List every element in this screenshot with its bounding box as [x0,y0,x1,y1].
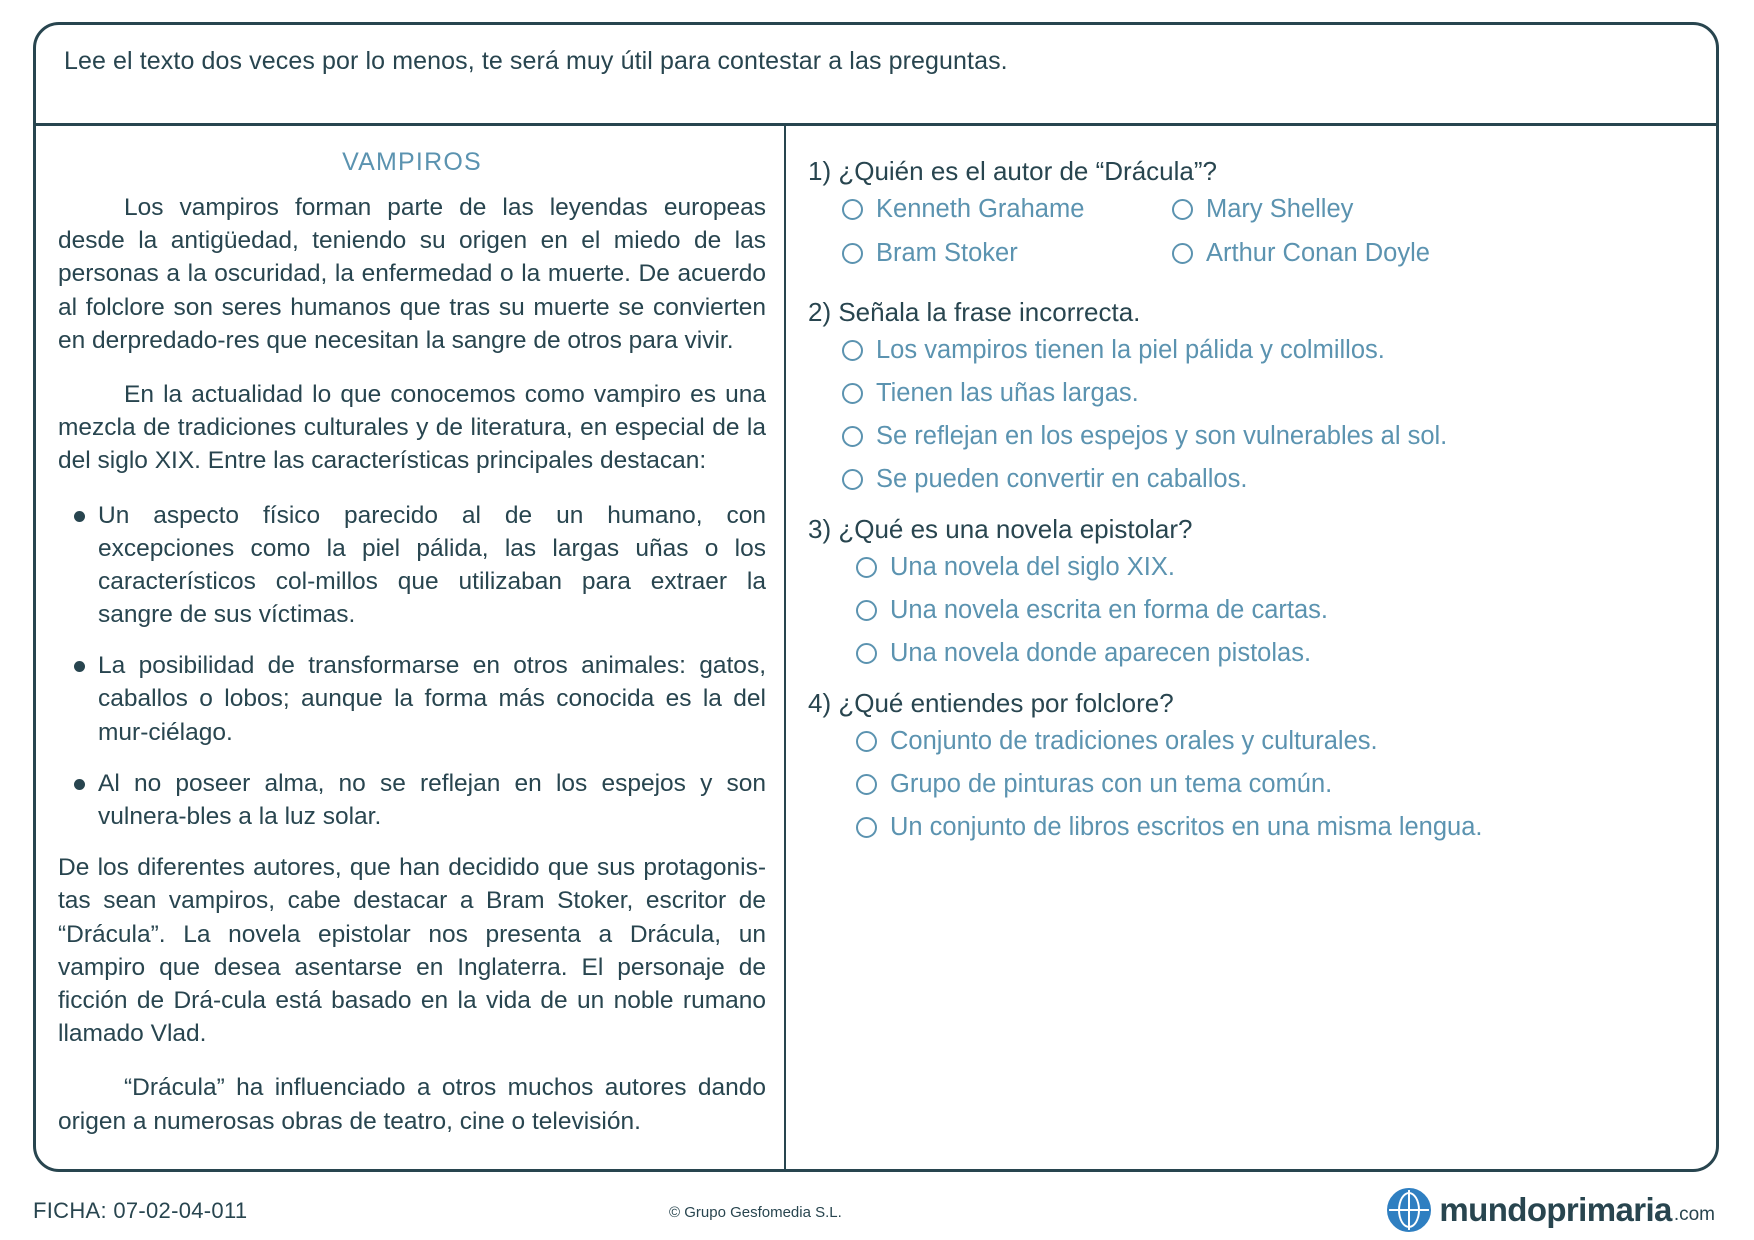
option-row[interactable] [842,379,1696,408]
option-label: Mary Shelley [1206,195,1354,223]
option-label: Una novela del siglo XIX. [890,553,1175,581]
option-label: Bram Stoker [876,239,1018,267]
list-item: Un aspecto físico parecido al de un humano, con excepciones como la piel pálida, las largas uñas o los característicos col-millos que utilizaban para extraer la sangre de sus víctimas. [58,499,766,632]
questions-column [786,126,1716,1169]
option-label: Un conjunto de libros escritos en una misma lengua. [890,813,1483,841]
radio-button-icon[interactable] [856,817,877,838]
radio-button-icon[interactable] [842,199,863,220]
reading-paragraph: En la actualidad lo que conocemos como vampiro es una mezcla de tradiciones culturales y de literatura, en especial de la del siglo XIX. Entre las características principales destacan: [58,380,766,475]
radio-button-icon[interactable] [856,774,877,795]
radio-button-icon[interactable] [842,383,863,404]
option-label: Una novela escrita en forma de cartas. [890,596,1328,624]
brand-logo [1387,1188,1715,1232]
question-3 [808,514,1696,668]
option-row[interactable] [1172,239,1696,268]
question-text: 3) ¿Qué es una novela epistolar? [808,514,1193,544]
page-footer [33,1186,1719,1240]
option-label: Se pueden convertir en caballos. [876,465,1248,493]
question-text: 4) ¿Qué entiendes por folclore? [808,688,1174,718]
option-row[interactable] [842,336,1696,365]
option-label: Los vampiros tienen la piel pálida y colmillos. [876,336,1385,364]
question-4 [808,688,1696,842]
reading-paragraph: Los vampiros forman parte de las leyendas europeas desde la antigüedad, teniendo su origen en el miedo de las personas a la oscuridad, la enfermedad o la muerte. De acuerdo al folclore son seres humanos que tras su muerte se convierten en derpredado-res que necesitan la sangre de otros para vivir. [58,194,766,354]
option-row[interactable] [1172,195,1696,224]
instruction-bar [36,25,1716,126]
instruction-text: Lee el texto dos veces por lo menos, te será muy útil para contestar a las preguntas. [64,47,1008,75]
option-row[interactable] [856,596,1696,625]
radio-button-icon[interactable] [1172,199,1193,220]
brand-name: mundoprimaria [1439,1191,1672,1228]
list-item: Al no poseer alma, no se reflejan en los espejos y son vulnera-bles a la luz solar. [58,767,766,833]
option-label: Arthur Conan Doyle [1206,239,1430,267]
option-row[interactable] [856,639,1696,668]
question-1-options [808,195,1696,283]
option-label: Kenneth Grahame [876,195,1085,223]
globe-meridian-icon [1398,1192,1420,1228]
question-text: 2) Señala la frase incorrecta. [808,297,1141,327]
copyright-text: © Grupo Gesfomedia S.L. [669,1204,842,1221]
option-label: Conjunto de tradiciones orales y culturales. [890,727,1378,755]
radio-button-icon[interactable] [842,243,863,264]
worksheet-sheet [33,22,1719,1172]
brand-tld: .com [1673,1204,1715,1225]
option-label: Se reflejan en los espejos y son vulnerables al sol. [876,422,1448,450]
reading-paragraph: De los diferentes autores, que han decidido que sus protagonis-tas sean vampiros, cabe destacar a Bram Stoker, escritor de “Drácula”. La novela epistolar nos presenta a Drácula, un vampiro que desea asentarse en Inglaterra. El personaje de ficción de Drá-cula está basado en la vida de un noble rumano llamado Vlad. [58,854,766,1048]
reading-bullet-list [58,499,766,834]
question-3-options [808,553,1696,668]
option-row[interactable] [842,465,1696,494]
globe-icon [1387,1188,1431,1232]
ficha-code: FICHA: 07-02-04-011 [33,1198,248,1223]
radio-button-icon[interactable] [1172,243,1193,264]
question-2-options [808,336,1696,494]
radio-button-icon[interactable] [842,469,863,490]
radio-button-icon[interactable] [856,600,877,621]
reading-title: VAMPIROS [342,148,482,176]
option-label: Una novela donde aparecen pistolas. [890,639,1312,667]
option-row[interactable] [856,727,1696,756]
question-text: 1) ¿Quién es el autor de “Drácula”? [808,156,1217,186]
question-1 [808,156,1696,283]
option-row[interactable] [842,195,1172,224]
radio-button-icon[interactable] [842,340,863,361]
radio-button-icon[interactable] [856,643,877,664]
radio-button-icon[interactable] [842,426,863,447]
list-item: La posibilidad de transformarse en otros animales: gatos, caballos o lobos; aunque la forma más conocida es la del mur-ciélago. [58,649,766,749]
question-4-options [808,727,1696,842]
option-row[interactable] [856,553,1696,582]
option-row[interactable] [856,813,1696,842]
option-row[interactable] [842,422,1696,451]
option-row[interactable] [856,770,1696,799]
question-2 [808,297,1696,494]
option-label: Grupo de pinturas con un tema común. [890,770,1333,798]
worksheet-body [36,126,1716,1169]
radio-button-icon[interactable] [856,731,877,752]
option-label: Tienen las uñas largas. [876,379,1139,407]
option-row[interactable] [842,239,1172,268]
reading-paragraph: “Drácula” ha influenciado a otros muchos autores dando origen a numerosas obras de teatro, cine o televisión. [58,1074,766,1135]
radio-button-icon[interactable] [856,557,877,578]
reading-column [36,126,786,1169]
